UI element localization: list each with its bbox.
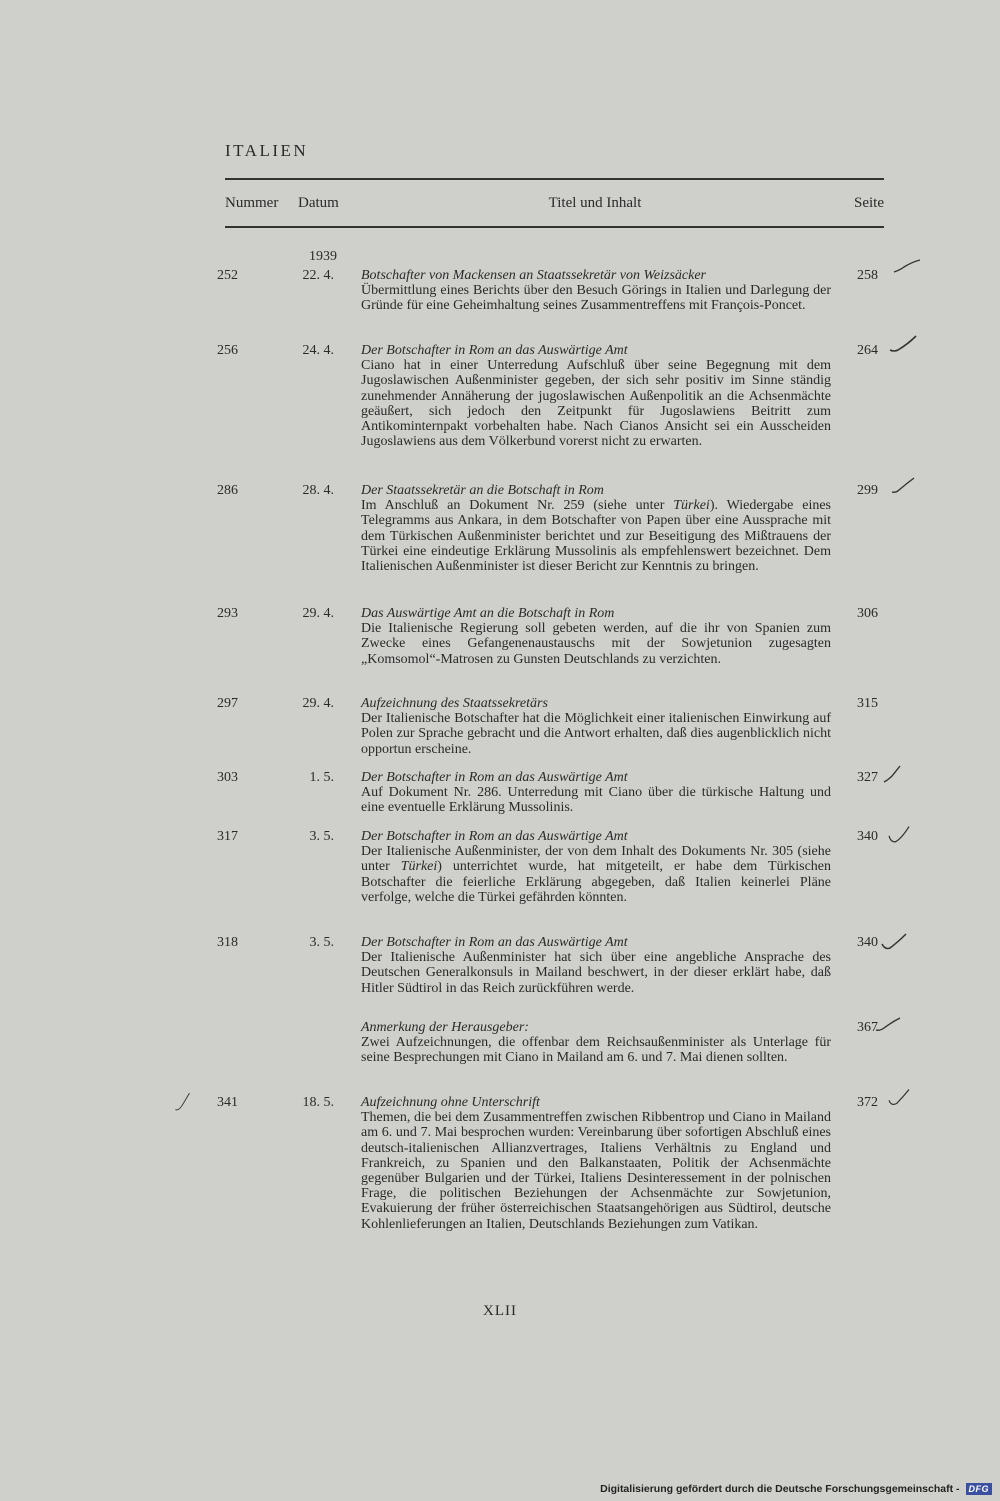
checkmark-icon bbox=[874, 1016, 904, 1036]
entry-title: Der Staatssekretär an die Botschaft in Rom bbox=[361, 483, 604, 498]
year-label: 1939 bbox=[309, 249, 337, 264]
entry-number: 286 bbox=[217, 483, 238, 498]
entry-title: Das Auswärtige Amt an die Botschaft in Rom bbox=[361, 606, 615, 621]
entry-number: 303 bbox=[217, 770, 238, 785]
entry-text-emphasis: Türkei bbox=[400, 859, 438, 875]
entry-body bbox=[361, 606, 831, 667]
entry-number: 341 bbox=[217, 1095, 238, 1110]
checkmark-icon bbox=[890, 476, 920, 496]
entry-page: 258 bbox=[857, 268, 878, 283]
entry-body bbox=[361, 1095, 831, 1232]
column-header-date: Datum bbox=[298, 195, 339, 211]
entry-page: 306 bbox=[857, 606, 878, 621]
entry-text-part: Der Italienische Außenminister, der von dem Inhalt des Dokuments Nr. 305 (siehe unter bbox=[361, 844, 831, 875]
entry-page: 340 bbox=[857, 935, 878, 950]
entry-text-emphasis: Türkei bbox=[673, 498, 710, 514]
entry-body bbox=[361, 1020, 831, 1066]
entry-text-part: ) unterrichtet wurde, hat mitgeteilt, er habe dem Türkischen Botschafter die feierliche Erklärung abgegeben, daß Italien keinerlei Pläne verfolge, welche die Türkei gefährden könnten. bbox=[361, 859, 832, 905]
entry-date: 22. 4. bbox=[302, 268, 334, 283]
footer-text: Digitalisierung gefördert durch die Deutsche Forschungsgemeinschaft - bbox=[600, 1483, 960, 1495]
entry-number: 317 bbox=[217, 829, 238, 844]
entry-title: Anmerkung der Herausgeber: bbox=[361, 1020, 529, 1035]
entry-body bbox=[361, 343, 831, 449]
entry-body bbox=[361, 829, 831, 905]
entry-body bbox=[361, 770, 831, 816]
column-header-number: Nummer bbox=[225, 195, 279, 211]
entry-page: 372 bbox=[857, 1095, 878, 1110]
entry-text-part: Im Anschluß an Dokument Nr. 259 (siehe unter bbox=[361, 498, 674, 514]
column-header-page: Seite bbox=[854, 195, 884, 211]
entry-number: 293 bbox=[217, 606, 238, 621]
entry-number: 318 bbox=[217, 935, 238, 950]
entry-date: 18. 5. bbox=[302, 1095, 334, 1110]
entry-date: 29. 4. bbox=[302, 606, 334, 621]
entry-text bbox=[361, 844, 831, 905]
page-number: XLII bbox=[483, 1303, 517, 1319]
dfg-logo: DFG bbox=[966, 1483, 993, 1495]
entry-page: 299 bbox=[857, 483, 878, 498]
entry-date: 24. 4. bbox=[302, 343, 334, 358]
entry-text-part: ). Wiedergabe eines Telegramms aus Ankara, in dem Botschafter von Papen über eine Aussprache mit dem Türkischen Außenminister berichtet und zur Beseitigung des Mißtrauens der Türkei eine eindeutige Erklärung Mussolinis als empfehlenswert bezeichnet. Dem Italienischen Außenminister ist dieser Bericht zur Kenntnis zu bringen. bbox=[361, 498, 832, 575]
entry-title: Aufzeichnung ohne Unterschrift bbox=[361, 1095, 540, 1110]
entry-title: Aufzeichnung des Staatssekretärs bbox=[361, 696, 548, 711]
header-bottom-rule bbox=[225, 226, 884, 228]
entry-page: 340 bbox=[857, 829, 878, 844]
entry-text: Themen, die bei dem Zusammentreffen zwischen Ribbentrop und Ciano in Mailand am 6. und 7. Mai besprochen wurden: Vereinbarung über sofortigen Abschluß eines deutsch-italienischen Allianzvertrages, Italiens Verhältnis zu England und Frankreich, zu Spanien und den Balkanstaaten, Politik der Achsenmächte gegenüber Bulgarien und der Türkei, Italiens Desinteressement in der polnischen Frage, die politischen Beziehungen der Achsenmächte zur Sowjetunion, Evakuierung der früher österreichischen Staatsangehörigen aus Südtirol, deutsche Kohlenlieferungen an Italien, Deutschlands Beziehungen zum Vatikan. bbox=[361, 1110, 831, 1232]
checkmark-icon bbox=[884, 1088, 914, 1108]
entry-title: Der Botschafter in Rom an das Auswärtige Amt bbox=[361, 770, 628, 785]
entry-text: Ciano hat in einer Unterredung Aufschluß über seine Begegnung mit dem Jugoslawischen Außenminister gegeben, der sich sehr positiv im Sinne ständig zunehmender Annäherung der jugoslawischen Außenpolitik an die Achsenmächte geäußert, sich jedoch den Zeitpunkt für Jugoslawiens Beitritt zum Antikominternpakt vorbehalten habe. Nach Cianos Ansicht sei ein Ausscheiden Jugoslawiens aus dem Völkerbund vorerst nicht zu erwarten. bbox=[361, 358, 831, 450]
entry-body bbox=[361, 483, 831, 574]
entry-body bbox=[361, 268, 831, 314]
checkmark-icon bbox=[888, 334, 918, 354]
checkmark-icon bbox=[880, 764, 910, 784]
entry-title: Der Botschafter in Rom an das Auswärtige Amt bbox=[361, 935, 628, 950]
entry-text: Der Italienische Außenminister hat sich über eine angebliche Ansprache des Deutschen Generalkonsuls in Mailand beschwert, in der dieser erklärt habe, daß Hitler Südtirol in das Reich zurückführen werde. bbox=[361, 950, 831, 996]
entry-number: 297 bbox=[217, 696, 238, 711]
entry-title: Botschafter von Mackensen an Staatssekretär von Weizsäcker bbox=[361, 268, 706, 283]
entry-body bbox=[361, 696, 831, 757]
header-top-rule bbox=[225, 178, 884, 180]
entry-number: 252 bbox=[217, 268, 238, 283]
checkmark-icon bbox=[884, 825, 914, 845]
entry-text bbox=[361, 498, 831, 574]
entry-text: Auf Dokument Nr. 286. Unterredung mit Ciano über die türkische Haltung und eine eventuelle Erklärung Mussolinis. bbox=[361, 785, 831, 816]
column-header-title: Titel und Inhalt bbox=[548, 195, 642, 211]
entry-text: Der Italienische Botschafter hat die Möglichkeit einer italienischen Einwirkung auf Polen zur Sprache gebracht und die Antwort erhalten, daß dies augenblicklich nicht opportun erscheine. bbox=[361, 711, 831, 757]
checkmark-icon bbox=[892, 258, 922, 278]
entry-page: 264 bbox=[857, 343, 878, 358]
entry-text: Übermittlung eines Berichts über den Besuch Görings in Italien und Darlegung der Gründe für eine Geheimhaltung seines Zusammentreffens mit François-Poncet. bbox=[361, 283, 831, 314]
entry-title: Der Botschafter in Rom an das Auswärtige Amt bbox=[361, 343, 628, 358]
entry-number: 256 bbox=[217, 343, 238, 358]
entry-title: Der Botschafter in Rom an das Auswärtige Amt bbox=[361, 829, 628, 844]
entry-page: 327 bbox=[857, 770, 878, 785]
entry-date: 3. 5. bbox=[309, 935, 334, 950]
checkmark-icon bbox=[880, 932, 910, 952]
digitization-footer bbox=[600, 1483, 992, 1495]
entry-page: 367 bbox=[857, 1020, 878, 1035]
entry-date: 29. 4. bbox=[302, 696, 334, 711]
entry-page: 315 bbox=[857, 696, 878, 711]
entry-date: 28. 4. bbox=[302, 483, 334, 498]
entry-text: Die Italienische Regierung soll gebeten werden, auf die ihr von Spanien zum Zwecke eines Gefangenenaustauschs mit der Sowjetunion zugesagten „Komsomol“-Matrosen zu Gunsten Deutschlands zu verzichten. bbox=[361, 621, 831, 667]
entry-date: 3. 5. bbox=[309, 829, 334, 844]
entry-body bbox=[361, 935, 831, 996]
entry-date: 1. 5. bbox=[309, 770, 334, 785]
checkmark-icon bbox=[168, 1092, 198, 1112]
entry-text: Zwei Aufzeichnungen, die offenbar dem Reichsaußenminister als Unterlage für seine Besprechungen mit Ciano in Mailand am 6. und 7. Mai dienen sollten. bbox=[361, 1035, 831, 1066]
section-title: ITALIEN bbox=[225, 141, 309, 160]
